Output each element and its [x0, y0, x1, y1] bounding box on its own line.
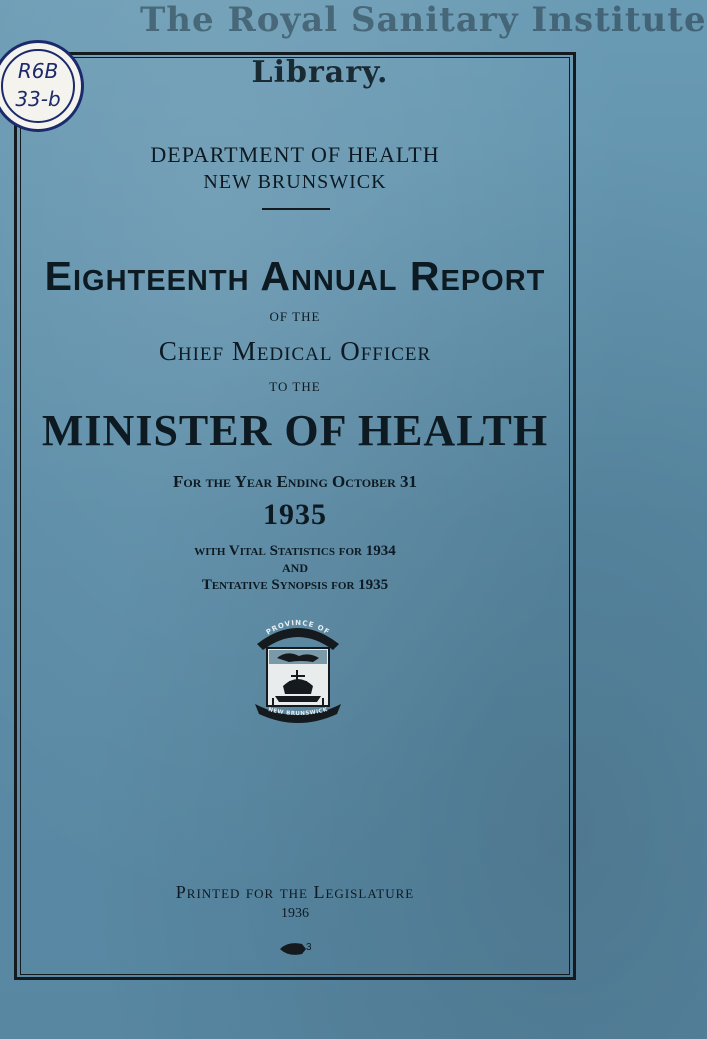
printed-year: 1936: [281, 906, 309, 921]
title-divider: [262, 208, 330, 210]
to-the-text: TO THE: [269, 379, 321, 394]
synopsis-text: Tentative Synopsis for 1935: [201, 577, 389, 593]
seal-line-1: R6B: [17, 59, 59, 83]
vital-statistics-text: with Vital Statistics for 1934: [194, 543, 396, 559]
province-name: NEW BRUNSWICK: [203, 171, 387, 193]
and-text: AND: [282, 561, 308, 575]
crest-banner-top: PROVINCE OF: [264, 618, 332, 637]
union-label-number: 3: [306, 942, 312, 953]
report-title: Eighteenth Annual Report: [44, 253, 546, 299]
of-the-text: OF THE: [269, 309, 321, 324]
officer-title: Chief Medical Officer: [158, 336, 432, 366]
institution-stamp: The Royal Sanitary Institute: [140, 0, 707, 40]
seal-line-2: 33-b: [15, 87, 61, 111]
provincial-crest-icon: [253, 610, 343, 730]
crest-banner-bottom: NEW BRUNSWICK: [267, 707, 329, 718]
year-ending-text: For the Year Ending October 31: [173, 472, 417, 491]
minister-title: MINISTER OF HEALTH: [41, 406, 549, 455]
library-stamp: Library.: [251, 55, 389, 90]
union-label-icon: [278, 940, 318, 958]
printed-for-legislature: Printed for the Legislature: [175, 882, 415, 902]
department-name: DEPARTMENT OF HEALTH: [150, 142, 440, 167]
report-year: 1935: [263, 498, 327, 531]
